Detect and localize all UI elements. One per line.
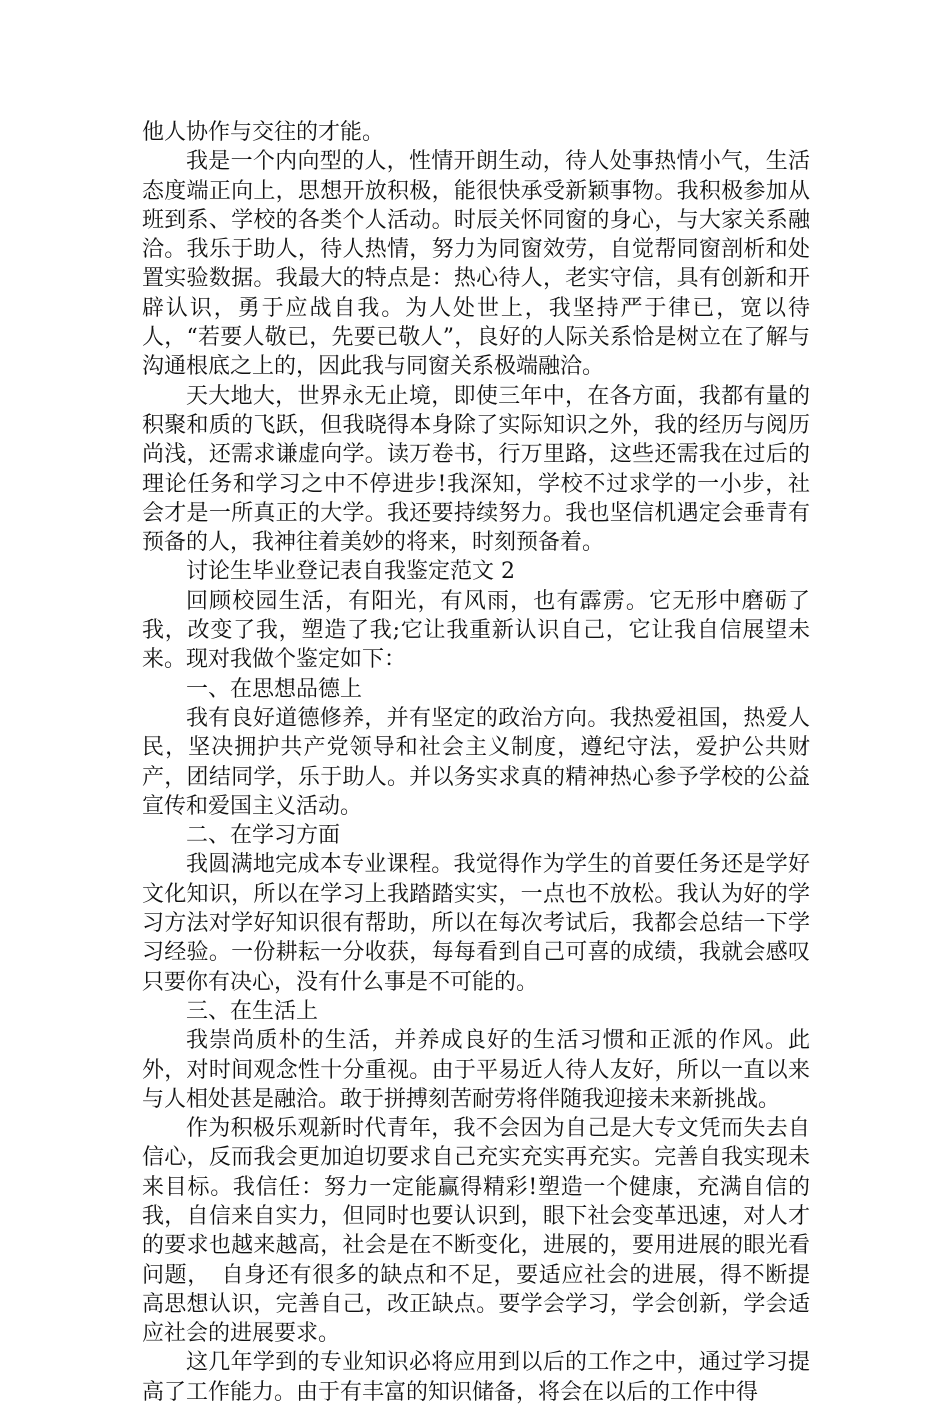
paragraph: 天大地大，世界永无止境，即使三年中，在各方面，我都有量的积聚和质的飞跃，但我晓得本身除了实际知识之外，我的经历与阅历尚浅，还需求谦虚向学。读万卷书，行万里路，这些还需我在过后的理论任务和学习之中不停进步!我深知，学校不过求学的一小步，社会才是一所真正的大学。我还要持续努力。我也坚信机遇定会垂青有预备的人，我神往着美妙的将来，时刻预备着。: [142, 383, 810, 556]
paragraph: 我是一个内向型的人，性情开朗生动，待人处事热情小气，生活态度端正向上，思想开放积极，能很快承受新颖事物。我积极参加从班到系、学校的各类个人活动。时辰关怀同窗的身心，与大家关系融洽。我乐于助人，待人热情，努力为同窗效劳，自觉帮同窗剖析和处置实验数据。我最大的特点是：热心待人，老实守信，具有创新和开辟认识，勇于应战自我。为人处世上，我坚持严于律已，宽以待人，“若要人敬已，先要已敬人”，良好的人际关系恰是树立在了解与沟通根底之上的，因此我与同窗关系极端融洽。: [142, 149, 810, 380]
paragraph: 他人协作与交往的才能。: [142, 120, 385, 145]
section-heading: 二、在学习方面: [186, 823, 341, 849]
document-body: [142, 118, 810, 1407]
section-heading: 三、在生活上: [186, 998, 319, 1024]
paragraph: 回顾校园生活，有阳光，有风雨，也有霹雳。它无形中磨砺了我，改变了我，塑造了我;它让我重新认识自己，它让我自信展望未来。现对我做个鉴定如下：: [142, 588, 810, 673]
paragraph: 作为积极乐观新时代青年，我不会因为自己是大专文凭而失去自信心，反而我会更加迫切要求自己充实充实再充实。完善自我实现未来目标。我信任：努力一定能赢得精彩!塑造一个健康，充满自信的我，自信来自实力，但同时也要认识到，眼下社会变革迅速，对人才的要求也越来越高，社会是在不断变化，进展的，要用进展的眼光看问题， 自身还有很多的缺点和不足，要适应社会的进展，得不断提高思想认识，完善自己，改正缺点。要学会学习，学会创新，学会适应社会的进展要求。: [142, 1116, 810, 1347]
paragraph: 这几年学到的专业知识必将应用到以后的工作之中，通过学习提高了工作能力。由于有丰富的知识储备，将会在以后的工作中得: [142, 1350, 810, 1405]
paragraph: 我崇尚质朴的生活，并养成良好的生活习惯和正派的作风。此外，对时间观念性十分重视。由于平易近人待人友好，所以一直以来与人相处甚是融洽。敢于拼搏刻苦耐劳将伴随我迎接未来新挑战。: [142, 1028, 810, 1112]
paragraph: 我有良好道德修养，并有坚定的政治方向。我热爱祖国，热爱人民，坚决拥护共产党领导和社会主义制度，遵纪守法，爱护公共财产，团结同学，乐于助人。并以务实求真的精神热心参予学校的公益宣传和爱国主义活动。: [142, 705, 810, 819]
section-heading: 一、在思想品德上: [186, 676, 363, 702]
paragraph: 我圆满地完成本专业课程。我觉得作为学生的首要任务还是学好文化知识，所以在学习上我踏踏实实，一点也不放松。我认为好的学习方法对学好知识很有帮助，所以在每次考试后，我都会总结一下学习经验。一份耕耘一分收获，每每看到自己可喜的成绩，我就会感叹只要你有决心，没有什么事是不可能的。: [142, 852, 810, 995]
section-title: 讨论生毕业登记表自我鉴定范文 2: [186, 559, 515, 585]
